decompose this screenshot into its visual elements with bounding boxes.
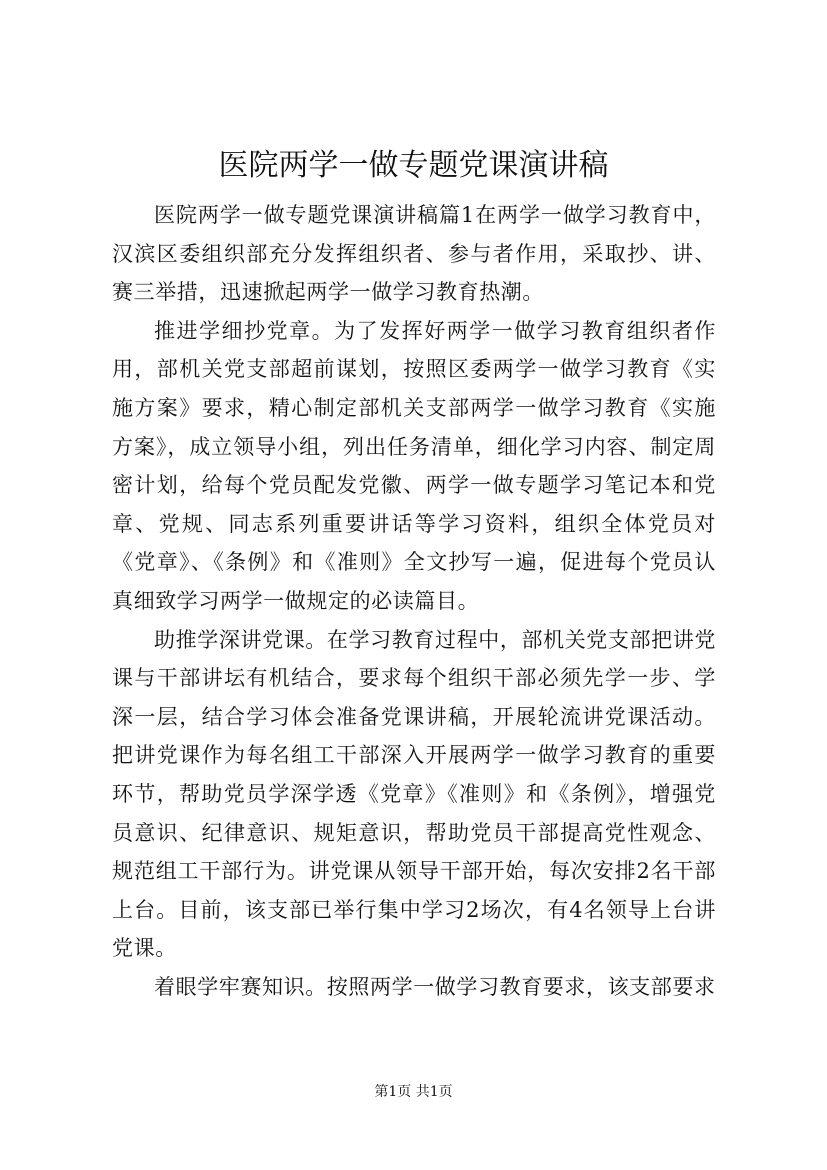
paragraph: 助推学深讲党课。在学习教育过程中，部机关党支部把讲党课与干部讲坛有机结合，要求每个组织干部必须先学一步、学深一层，结合学习体会准备党课讲稿，开展轮流讲党课活动。把讲党课作为每名组工干部深入开展两学一做学习教育的重要环节，帮助党员学深学透《党章》《准则》和《条例》，增强党员意识、纪律意识、规矩意识，帮助党员干部提高党性观念、规范组工干部行为。讲党课从领导干部开始，每次安排2名干部上台。目前，该支部已举行集中学习2场次，有4名领导上台讲党课。 [112,627,716,961]
paragraph: 着眼学牢赛知识。按照两学一做学习教育要求，该支部要求 [154,974,716,999]
document-title: 医院两学一做专题党课演讲稿 [218,148,609,183]
page-footer: 第1页 共1页 [374,1084,453,1100]
paragraph: 医院两学一做专题党课演讲稿篇1在两学一做学习教育中，汉滨区委组织部充分发挥组织者、参与者作用，采取抄、讲、赛三举措，迅速掀起两学一做学习教育热潮。 [112,203,716,305]
paragraph: 推进学细抄党章。为了发挥好两学一做学习教育组织者作用，部机关党支部超前谋划，按照区委两学一做学习教育《实施方案》要求，精心制定部机关支部两学一做学习教育《实施方案》，成立领导小组，列出任务清单，细化学习内容、制定周密计划，给每个党员配发党徽、两学一做专题学习笔记本和党章、党规、同志系列重要讲话等学习资料，组织全体党员对《党章》、《条例》和《准则》全文抄写一遍，促进每个党员认真细致学习两学一做规定的必读篇目。 [112,318,716,613]
document-body [112,196,716,1006]
